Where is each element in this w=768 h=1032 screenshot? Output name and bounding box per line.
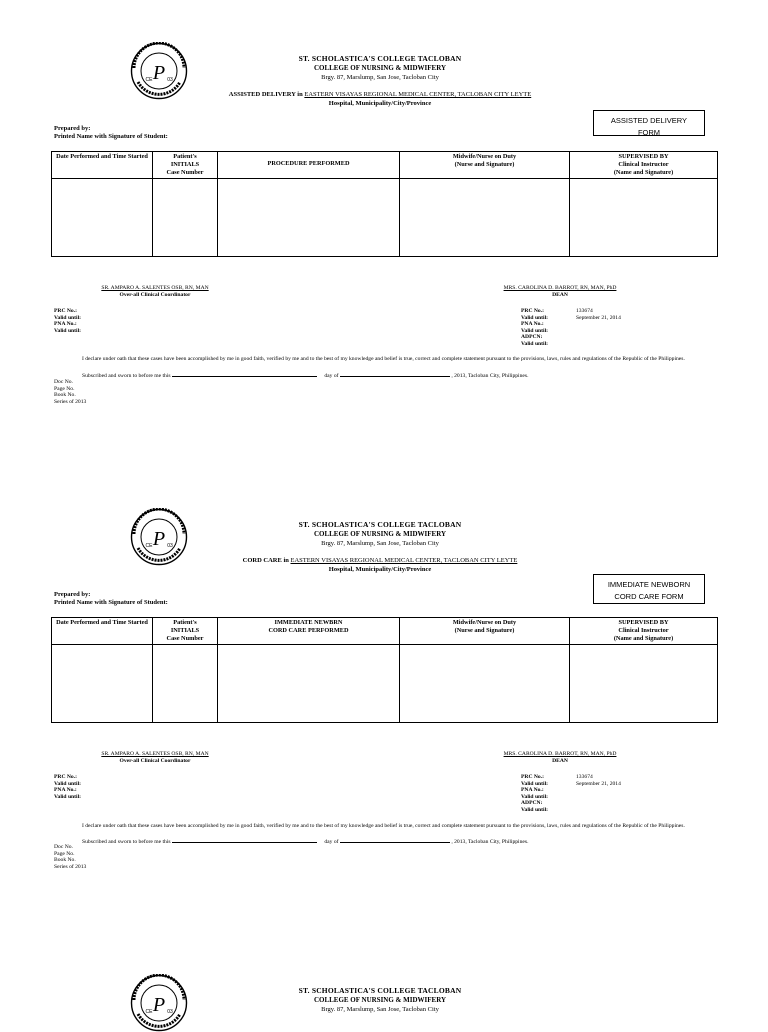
field-adpcn: ADPCN: bbox=[521, 334, 543, 341]
cell-supervisor[interactable] bbox=[570, 645, 718, 723]
field-pna: PNA No.: bbox=[521, 787, 544, 794]
cell-midwife[interactable] bbox=[400, 645, 570, 723]
field-valid: Valid until: bbox=[521, 793, 548, 800]
col-sup-l1: SUPERVISED BY bbox=[618, 153, 669, 160]
cell-procedure[interactable] bbox=[218, 645, 400, 723]
table-header-row bbox=[52, 152, 718, 179]
day-of-label: day of bbox=[324, 839, 339, 845]
col-midwife-l2: (Nurse and Signature) bbox=[454, 627, 515, 634]
coordinator-name: SR. AMPARO A. SALENTES OSB, RN, MAN bbox=[101, 285, 209, 291]
book-no: Book No. bbox=[54, 392, 76, 399]
field-valid: Valid until: bbox=[54, 793, 81, 800]
coordinator-license-fields bbox=[54, 774, 81, 800]
field-prc: PRC No.: bbox=[54, 774, 77, 780]
year-place-label: , 2013, Tacloban City, Philippines. bbox=[451, 373, 529, 379]
field-pna: PNA No.: bbox=[54, 787, 77, 794]
field-valid: Valid until: bbox=[521, 780, 548, 787]
col-midwife-l2: (Nurse and Signature) bbox=[454, 161, 515, 168]
svg-text:CE: CE bbox=[145, 543, 153, 549]
col-sup-l1: SUPERVISED BY bbox=[618, 619, 669, 626]
col-patient-l3: Case Number bbox=[166, 169, 204, 176]
record-table bbox=[51, 617, 718, 723]
field-valid: Valid until: bbox=[54, 314, 81, 321]
col-procedure bbox=[218, 152, 400, 179]
coordinator-role: Over-all Clinical Coordinator bbox=[119, 758, 191, 764]
day-of-label: day of bbox=[324, 373, 339, 379]
dean-role: DEAN bbox=[552, 758, 568, 764]
col-procedure-l2: CORD CARE PERFORMED bbox=[268, 627, 349, 634]
doc-no: Doc No. bbox=[54, 844, 73, 850]
svg-text:03: 03 bbox=[167, 1009, 173, 1015]
month-blank[interactable] bbox=[340, 371, 450, 377]
field-valid: Valid until: bbox=[54, 780, 81, 787]
dean-license-fields bbox=[521, 774, 548, 814]
col-midwife-l1: Midwife/Nurse on Duty bbox=[452, 619, 517, 626]
school-header bbox=[200, 520, 560, 549]
coordinator-signature bbox=[70, 751, 240, 765]
college-seal-icon bbox=[130, 974, 188, 1032]
dean-signature bbox=[480, 751, 640, 765]
book-no: Book No. bbox=[54, 857, 76, 864]
procedure-location bbox=[150, 90, 610, 108]
col-patient-l2: INITIALS bbox=[170, 627, 200, 634]
col-sup-l3: (Name and Signature) bbox=[613, 169, 674, 176]
cell-date[interactable] bbox=[52, 645, 153, 723]
col-date-performed: Date Performed and Time Started bbox=[52, 618, 153, 645]
day-blank[interactable] bbox=[172, 371, 317, 377]
prepared-by bbox=[54, 591, 168, 607]
svg-text:03: 03 bbox=[167, 77, 173, 83]
form-title-line2: CORD CARE FORM bbox=[614, 592, 684, 601]
school-address: Brgy. 87, Marslump, San Jose, Tacloban City bbox=[321, 74, 439, 81]
dean-name: MRS. CAROLINA D. BARROT, RN, MAN, PhD bbox=[503, 751, 617, 757]
coordinator-signature bbox=[70, 285, 240, 299]
field-prc: PRC No.: bbox=[521, 308, 544, 314]
series: Series of 2013 bbox=[54, 398, 87, 405]
form-title-line1: IMMEDIATE NEWBORN bbox=[607, 580, 691, 589]
dean-role: DEAN bbox=[552, 292, 568, 298]
prepared-by-label: Prepared by: bbox=[54, 591, 91, 598]
field-valid: Valid until: bbox=[521, 327, 548, 334]
table-row bbox=[52, 179, 718, 257]
page-no: Page No. bbox=[54, 850, 75, 857]
col-supervised bbox=[570, 618, 718, 645]
hospital-caption: Hospital, Municipality/City/Province bbox=[328, 566, 432, 573]
cell-date[interactable] bbox=[52, 179, 153, 257]
field-pna: PNA No.: bbox=[521, 321, 544, 328]
college-name: COLLEGE OF NURSING & MIDWIFERY bbox=[313, 996, 447, 1004]
form-title-box bbox=[593, 110, 705, 136]
oath-subscribed-line bbox=[82, 371, 682, 380]
notary-block bbox=[54, 379, 86, 405]
prc-number-value: 133674 bbox=[576, 308, 593, 314]
series: Series of 2013 bbox=[54, 863, 87, 870]
col-midwife-l1: Midwife/Nurse on Duty bbox=[452, 153, 517, 160]
dean-signature bbox=[480, 285, 640, 299]
cell-supervisor[interactable] bbox=[570, 179, 718, 257]
prepared-by-label: Prepared by: bbox=[54, 125, 91, 132]
field-prc: PRC No.: bbox=[54, 308, 77, 314]
prc-valid-value: September 21, 2014 bbox=[576, 314, 621, 321]
prc-valid-value: September 21, 2014 bbox=[576, 780, 621, 787]
col-patient bbox=[153, 152, 218, 179]
school-header bbox=[200, 986, 560, 1015]
svg-text:P: P bbox=[152, 994, 166, 1016]
table-header-row bbox=[52, 618, 718, 645]
cell-patient[interactable] bbox=[153, 179, 218, 257]
col-procedure-l1: PROCEDURE PERFORMED bbox=[267, 160, 350, 167]
oath-statement: I declare under oath that these cases have been accomplished by me in good faith, verified by me and to the best of my knowledge and belief is true, correct and complete statement pursuant to the provisions, laws, rules and regulations of the Republic of the Philippines. bbox=[82, 356, 685, 362]
procedure-prefix: ASSISTED DELIVERY in bbox=[228, 91, 303, 98]
dean-name: MRS. CAROLINA D. BARROT, RN, MAN, PhD bbox=[503, 285, 617, 291]
dean-license-values bbox=[576, 774, 621, 787]
hospital-name: EASTERN VISAYAS REGIONAL MEDICAL CENTER, TACLOBAN CITY LEYTE bbox=[290, 557, 518, 564]
col-midwife bbox=[400, 618, 570, 645]
table-row bbox=[52, 645, 718, 723]
coordinator-license-fields bbox=[54, 308, 81, 334]
col-sup-l2: Clinical Instructor bbox=[618, 161, 669, 168]
col-sup-l3: (Name and Signature) bbox=[613, 635, 674, 642]
field-valid: Valid until: bbox=[521, 340, 548, 347]
year-place-label: , 2013, Tacloban City, Philippines. bbox=[451, 839, 529, 845]
col-procedure bbox=[218, 618, 400, 645]
subscribed-label: Subscribed and sworn to before me this bbox=[82, 373, 171, 379]
printed-name-label: Printed Name with Signature of Student: bbox=[54, 133, 168, 140]
col-patient bbox=[153, 618, 218, 645]
col-patient-l1: Patient's bbox=[173, 153, 197, 160]
field-prc: PRC No.: bbox=[521, 774, 544, 780]
school-name: ST. SCHOLASTICA'S COLLEGE TACLOBAN bbox=[298, 986, 462, 995]
field-adpcn: ADPCN: bbox=[521, 800, 543, 807]
prepared-by bbox=[54, 125, 168, 141]
month-blank[interactable] bbox=[340, 837, 450, 843]
prc-number-value: 133674 bbox=[576, 774, 593, 780]
coordinator-name: SR. AMPARO A. SALENTES OSB, RN, MAN bbox=[101, 751, 209, 757]
school-header bbox=[200, 54, 560, 83]
oath-subscribed-line bbox=[82, 837, 682, 846]
college-name: COLLEGE OF NURSING & MIDWIFERY bbox=[313, 530, 447, 538]
svg-text:CE: CE bbox=[145, 1009, 153, 1015]
cell-procedure[interactable] bbox=[218, 179, 400, 257]
doc-no: Doc No. bbox=[54, 379, 73, 385]
svg-text:03: 03 bbox=[167, 543, 173, 549]
college-name: COLLEGE OF NURSING & MIDWIFERY bbox=[313, 64, 447, 72]
field-valid: Valid until: bbox=[521, 314, 548, 321]
procedure-location bbox=[150, 556, 610, 574]
hospital-caption: Hospital, Municipality/City/Province bbox=[328, 100, 432, 107]
col-midwife bbox=[400, 152, 570, 179]
col-date-performed: Date Performed and Time Started bbox=[52, 152, 153, 179]
field-valid: Valid until: bbox=[54, 327, 81, 334]
col-sup-l2: Clinical Instructor bbox=[618, 627, 669, 634]
field-valid: Valid until: bbox=[521, 806, 548, 813]
subscribed-label: Subscribed and sworn to before me this bbox=[82, 839, 171, 845]
hospital-name: EASTERN VISAYAS REGIONAL MEDICAL CENTER, TACLOBAN CITY LEYTE bbox=[304, 91, 532, 98]
school-address: Brgy. 87, Marslump, San Jose, Tacloban City bbox=[321, 540, 439, 547]
col-patient-l1: Patient's bbox=[173, 619, 197, 626]
form-title-line2: FORM bbox=[637, 128, 661, 137]
notary-block bbox=[54, 844, 86, 870]
col-patient-l2: INITIALS bbox=[170, 161, 200, 168]
col-procedure-l1: IMMEDIATE NEWBRN bbox=[274, 619, 343, 626]
cell-patient[interactable] bbox=[153, 645, 218, 723]
col-patient-l3: Case Number bbox=[166, 635, 204, 642]
col-supervised bbox=[570, 152, 718, 179]
dean-license-values bbox=[576, 308, 621, 321]
coordinator-role: Over-all Clinical Coordinator bbox=[119, 292, 191, 298]
svg-text:P: P bbox=[152, 528, 166, 550]
dean-license-fields bbox=[521, 308, 548, 348]
form-title-box bbox=[593, 574, 705, 604]
form-title-line1: ASSISTED DELIVERY bbox=[610, 116, 688, 125]
day-blank[interactable] bbox=[172, 837, 317, 843]
field-pna: PNA No.: bbox=[54, 321, 77, 328]
school-address: Brgy. 87, Marslump, San Jose, Tacloban City bbox=[321, 1006, 439, 1013]
oath-statement: I declare under oath that these cases have been accomplished by me in good faith, verified by me and to the best of my knowledge and belief is true, correct and complete statement pursuant to the provisions, laws, rules and regulations of the Republic of the Philippines. bbox=[82, 823, 685, 829]
procedure-prefix: CORD CARE in bbox=[242, 557, 289, 564]
record-table bbox=[51, 151, 718, 257]
printed-name-label: Printed Name with Signature of Student: bbox=[54, 599, 168, 606]
cell-midwife[interactable] bbox=[400, 179, 570, 257]
school-name: ST. SCHOLASTICA'S COLLEGE TACLOBAN bbox=[298, 520, 462, 529]
svg-text:CE: CE bbox=[145, 77, 153, 83]
svg-text:P: P bbox=[152, 62, 166, 84]
school-name: ST. SCHOLASTICA'S COLLEGE TACLOBAN bbox=[298, 54, 462, 63]
page-no: Page No. bbox=[54, 385, 75, 392]
